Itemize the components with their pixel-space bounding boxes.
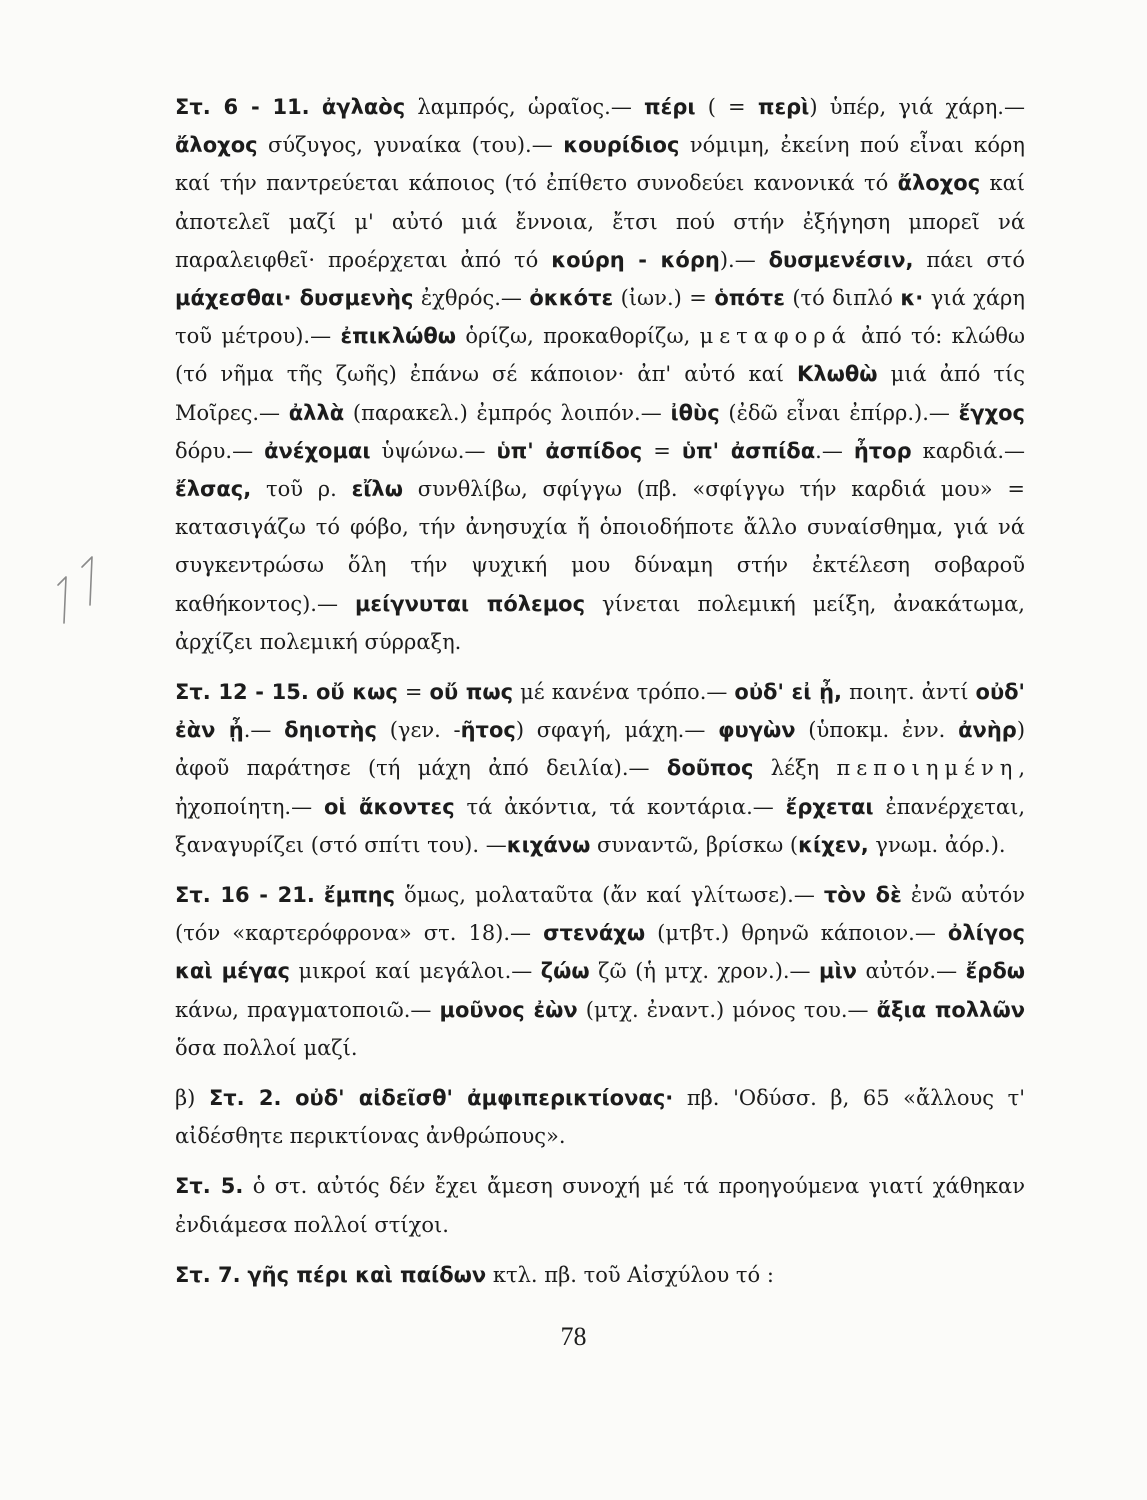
lemma: Κλωθὼ [797, 362, 878, 387]
lemma: πέρι [644, 95, 696, 119]
lemma: οὐδ' ἐὰν ᾖ [175, 680, 1025, 743]
lemma: ἀγλαὸς [321, 95, 406, 119]
verse-label: Στ. 2. [208, 1086, 282, 1111]
lemma: ἀλλὰ [288, 400, 345, 425]
lemma: κ· [900, 286, 924, 311]
lemma: μείγνυται πόλεμος [354, 591, 586, 616]
lemma: ῆτος [460, 718, 516, 743]
gloss-text: .— [815, 438, 854, 463]
lemma: ἄλοχος [897, 171, 981, 196]
lemma: μάχεσθαι· δυσμενὴς [175, 286, 414, 311]
handwritten-margin-note [52, 555, 112, 639]
lemma: ἦτορ [853, 438, 912, 463]
gloss-text: ).— [719, 247, 769, 272]
paragraph-b-verse-2 [175, 1079, 1025, 1155]
gloss-text: αὐτόν.— [856, 959, 966, 984]
gloss-text: γνωμ. ἀόρ.). [868, 832, 1006, 857]
lemma: ἔλσας, [175, 477, 252, 502]
gloss-text: κάνω, πραγματοποιῶ.— [175, 997, 440, 1022]
lemma: στενάχω [543, 921, 646, 946]
lemma: κούρη - κόρη [551, 247, 720, 272]
gloss-text: συνθλίβω, σφίγγω (πβ. «σφίγγω τήν καρδιά μου» = κατασιγάζω τό φόβο, τήν ἀνησυχία ἤ ὁποιοδήποτε ἄλλο συναίσθημα, γιά νά συγκεντρώσω ὅλη τήν ψυχική μου δύναμη στήν ἐκτέλεση σοβαροῦ καθήκοντος).— [175, 477, 1025, 616]
lemma: οὐδ' αἰδεῖσθ' ἀμφιπερικτίονας· [295, 1086, 674, 1111]
verse-label: Στ. 16 - 21. [175, 883, 315, 908]
gloss-text: συναντῶ, βρίσκω ( [590, 832, 799, 857]
lemma: ἀνὴρ [958, 718, 1017, 743]
verse-label: Στ. 7. [175, 1262, 241, 1287]
paragraph-verses-16-21 [175, 876, 1025, 1067]
lemma: κιχάνω [506, 832, 591, 857]
commentary-text [175, 88, 1025, 1294]
lemma: δυσμενέσιν, [768, 247, 914, 272]
gloss-text: λαμπρός, ὡραῖος.— [405, 95, 645, 119]
gloss-text: (μτχ. ἐναντ.) μόνος του.— [577, 997, 877, 1022]
gloss-text: τοῦ ρ. [251, 477, 352, 502]
gloss-text: ὁ στ. αὐτός δέν ἔχει ἄμεση συνοχή μέ τά προηγούμενα γιατί χάθηκαν ἐνδιάμεσα πολλοί στίχοι. [175, 1174, 1025, 1237]
lemma: ἔρχεται [785, 794, 874, 819]
lemma: ὑπ' ἀσπίδος [496, 438, 643, 463]
paragraph-verses-12-15 [175, 673, 1025, 864]
gloss-text: ἐχθρός.— [413, 286, 530, 311]
lemma: εἴλω [351, 477, 403, 502]
gloss-text: ὅμως, μολαταῦτα (ἄν καί γλίτωσε).— [395, 883, 824, 908]
gloss-text: μικροί καί μεγάλοι.— [289, 959, 541, 984]
pencil-mark-icon [52, 555, 112, 635]
verse-label: Στ. 6 - 11. [175, 95, 310, 119]
gloss-text: = [642, 438, 682, 463]
gloss-text: ) ὑπέρ, γιά χάρη.— [809, 95, 1025, 119]
gloss-text: (ἐδῶ εἶναι ἐπίρρ.).— [719, 400, 959, 425]
gloss-text: ὁρίζω, προκαθορίζω, [456, 324, 700, 349]
gloss-text: ὅσα πολλοί μαζί. [175, 1035, 358, 1060]
gloss-text: (ὑποκμ. ἐνν. [795, 718, 959, 743]
gloss-text: πάει στό [913, 247, 1025, 272]
lemma: οἱ ἄκοντες [323, 794, 455, 819]
gloss-text: δόρυ.— [175, 438, 265, 463]
gloss-text: μιά ἀπό τίς Μοῖρες.— [175, 362, 1025, 425]
paragraph-verses-6-11 [175, 88, 1025, 661]
lemma: μὶν [819, 959, 857, 984]
gloss-text: , ἠχοποίητη.— [175, 756, 1025, 819]
gloss-text: ) σφαγή, μάχη.— [515, 718, 719, 743]
lemma: ζώω [540, 959, 590, 984]
verse-label: Στ. 5. [175, 1174, 244, 1199]
gloss-text: γιά χάρη τοῦ μέτρου).— [175, 286, 1025, 349]
gloss-text: ) ἀφοῦ παράτησε (τή μάχη ἀπό δειλία).— [175, 718, 1026, 781]
gloss-text: (μτβτ.) θρηνῶ κάποιον.— [645, 921, 948, 946]
paragraph-verse-5 [175, 1167, 1025, 1243]
gloss-text [282, 1086, 296, 1110]
lemma: ἀνέχομαι [264, 438, 371, 463]
gloss-text: μέ κανένα τρόπο.— [513, 680, 735, 705]
gloss-text: πβ. 'Οδύσσ. β, 65 «ἄλλους τ' αἰδέσθητε περικτίονας ἀνθρώπους». [175, 1086, 1025, 1149]
lemma: ἰθὺς [670, 400, 720, 425]
gloss-text: = [397, 680, 430, 705]
lemma: φυγὼν [718, 718, 796, 743]
page-number: 78 [560, 1322, 587, 1351]
lemma: οὔ πως [429, 680, 514, 705]
gloss-text [315, 883, 324, 907]
lemma: κίχεν, [798, 832, 869, 857]
gloss-text: .— [243, 718, 285, 743]
lemma: ἔμπης [323, 883, 396, 908]
lemma: ὁπότε [714, 286, 785, 311]
gloss-text: νόμιμη, ἐκείνη πού εἶναι κόρη καί τήν παντρεύεται κάποιος (τό ἐπίθετο συνοδεύει κανονικά τό [175, 133, 1025, 196]
gloss-text: τά ἀκόντια, τά κοντάρια.— [454, 794, 786, 819]
gloss-text: ἐπανέρχεται, ξαναγυρίζει (στό σπίτι του). — [175, 794, 1026, 857]
lemma: κουρίδιος [563, 133, 680, 158]
lemma: ὑπ' ἀσπίδα [681, 438, 816, 463]
lemma: δηιοτὴς [284, 718, 377, 743]
lemma: γῆς πέρι καὶ παίδων [247, 1262, 487, 1287]
lemma: ὀλίγος καὶ μέγας [175, 921, 1025, 984]
lemma: ὀκκότε [529, 286, 614, 311]
gloss-text: γίνεται πολεμική μείξη, ἀνακάτωμα, ἀρχίζει πολεμική σύρραξη. [175, 591, 1025, 654]
gloss-text: (τό διπλό [784, 286, 901, 311]
lemma: τὸν δὲ [823, 883, 902, 908]
lemma: ἄξια πολλῶν [876, 997, 1025, 1022]
gloss-text: καί ἀποτελεῖ μαζί μ' αὐτό μιά ἔννοια, ἔτσι πού στήν ἐξήγηση μπορεῖ νά παραλειφθεῖ· προέρχεται ἀπό τό [175, 171, 1025, 272]
gloss-text [310, 95, 322, 119]
verse-label: Στ. 12 - 15. [175, 680, 309, 705]
gloss-text: καρδιά.— [911, 438, 1026, 463]
gloss-text: ποιητ. ἀντί [842, 680, 976, 705]
gloss-text: (γεν. - [376, 718, 461, 743]
gloss-text: ὑψώνω.— [370, 438, 497, 463]
lemma: οὐδ' εἰ ᾖ, [734, 680, 843, 705]
spaced-term: μεταφορά [699, 324, 852, 349]
gloss-text: σύζυγος, γυναίκα (του).— [257, 133, 564, 158]
gloss-text: ἐνῶ αὐτόν (τόν «καρτερόφρονα» στ. 18).— [175, 883, 1025, 946]
gloss-text [309, 680, 316, 704]
paragraph-verse-7 [175, 1256, 1025, 1294]
lemma: οὔ κως [315, 680, 398, 705]
lemma: μοῦνος ἐὼν [439, 997, 578, 1022]
lemma: δοῦπος [666, 756, 754, 781]
lemma: ἔγχος [958, 400, 1025, 425]
gloss-text: ( = [695, 95, 758, 119]
spaced-term: πεποιημένη [836, 756, 1019, 781]
paragraph-prefix: β) [175, 1086, 209, 1111]
gloss-text: (παρακελ.) ἐμπρός λοιπόν.— [344, 400, 671, 425]
lemma: περὶ [757, 95, 810, 119]
gloss-text: λέξη [753, 756, 837, 781]
gloss-text: κτλ. πβ. τοῦ Αἰσχύλου τό : [486, 1262, 774, 1287]
lemma: ἔρδω [965, 959, 1025, 984]
lemma: ἄλοχος [175, 133, 258, 158]
gloss-text: ἀπό τό: κλώθω (τό νῆμα τῆς ζωῆς) ἐπάνω σέ κάποιον· ἀπ' αὐτό καί [175, 324, 1025, 387]
gloss-text: ζῶ (ἡ μτχ. χρον.).— [589, 959, 820, 984]
lemma: ἐπικλώθω [340, 324, 457, 349]
gloss-text: (ἰων.) = [613, 286, 715, 311]
